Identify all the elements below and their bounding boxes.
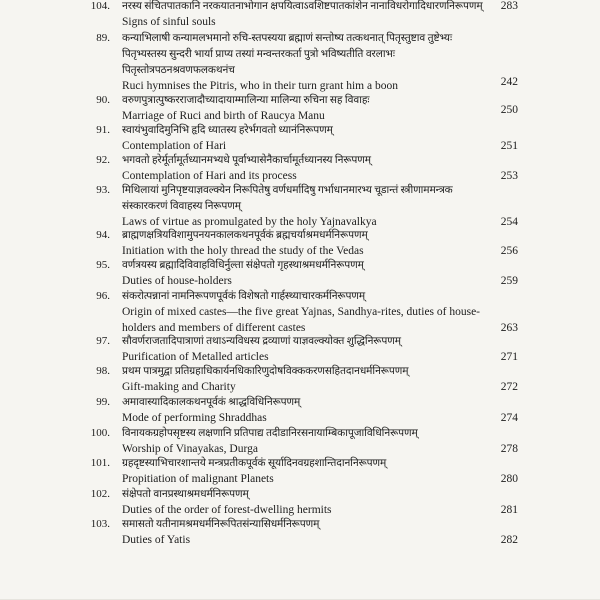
page-number: 283 <box>500 0 518 12</box>
chapter-title-sanskrit: भगवतो हरेर्मूर्तामूर्तध्यानमभ्यधे पूर्वाभ्यासेनैकार्चामूर्तध्यानस्य निरूपणम् <box>122 155 371 166</box>
chapter-title-sanskrit: अमावास्यादिकालकथनपूर्वकं श्राद्धविधिनिरूपणम् <box>122 397 301 408</box>
chapter-title-english: Duties of the order of forest-dwelling hermits <box>122 504 332 516</box>
chapter-title-english: Ruci hymnises the Pitris, who in their turn grant him a boon <box>122 80 398 92</box>
chapter-title-sanskrit: ग्रहदृष्टस्याभिचारशान्तये मन्त्रप्रतीकपूर्वकं सूर्यादिनवग्रहशान्तिदाननिरूपणम् <box>122 458 387 469</box>
page-number: 278 <box>500 443 518 455</box>
chapter-title-sanskrit: विनायकग्रहोपसृष्टस्य लक्षणानि प्रतिपाद्य तदीडानिरसनायाम्बिकापूजाविधिनिरूपणम् <box>122 428 418 439</box>
page-number: 250 <box>500 104 518 116</box>
chapter-number: 103. <box>90 518 110 530</box>
chapter-title-sanskrit: प्रथम पात्रमुद्वा प्रतिग्रहाधिकार्यनधिकारिणुदोषविक्ककरणसहितदानधर्मनिरूपणम् <box>122 366 409 377</box>
chapter-title-english: Duties of house-holders <box>122 275 232 287</box>
chapter-title-english: Duties of Yatis <box>122 534 191 546</box>
chapter-title-sanskrit: पितृभ्यस्तस्य सुन्दरी भार्या प्राप्य तस्यां मन्वन्तरकर्ता पुत्रो भविष्यतीति वरलाभः <box>122 49 395 60</box>
page-number: 271 <box>500 351 518 363</box>
chapter-number: 96. <box>96 290 110 302</box>
page-number: 272 <box>500 381 518 393</box>
chapter-number: 104. <box>90 0 110 12</box>
chapter-title-english: Origin of mixed castes—the five great Yajnas, Sandhya-rites, duties of house- <box>122 306 481 318</box>
chapter-title-sanskrit: संक्षेपतो वानप्रस्थाश्रमधर्मनिरूपणम् <box>122 489 249 500</box>
chapter-title-english: Laws of virtue as promulgated by the holy Yajnavalkya <box>122 216 377 228</box>
page-number: 242 <box>500 76 518 88</box>
chapter-title-english: Contemplation of Hari <box>122 140 227 152</box>
chapter-title-sanskrit: ब्राह्मणक्षत्रियविशामुपनयनकालकथनपूर्वकं ब्रह्मचर्याश्रमधर्मनिरूपणम् <box>122 230 368 241</box>
chapter-title-english: Signs of sinful souls <box>122 16 216 28</box>
chapter-number: 95. <box>96 259 110 271</box>
chapter-title-english: Worship of Vinayakas, Durga <box>122 443 258 455</box>
chapter-title-english: Initiation with the holy thread the study of the Vedas <box>122 245 364 257</box>
chapter-number: 92. <box>96 154 110 166</box>
chapter-number: 101. <box>90 457 110 469</box>
chapter-title-english: Marriage of Ruci and birth of Raucya Manu <box>122 110 325 122</box>
chapter-title-sanskrit: मिथिलायां मुनिपृष्टयाज्ञवल्क्येन निरूपितेषु वर्णधर्मादिषु गर्भाधानमारभ्य चूडान्तं स्त्रीणाममन्त्रक <box>122 185 453 196</box>
chapter-number: 89. <box>96 32 110 44</box>
chapter-title-sanskrit: नरस्य संचितपातकानि नरकयातनाभोगान क्षपयित्वाऽवशिष्टपातकांशेन नानाविधरोगादिधारणनिरूपणम् <box>122 1 483 12</box>
chapter-title-sanskrit: कन्याभिलाषी कन्यामलभमानो रुचि-स्तपस्यया ब्रह्माणं सन्तोष्य तत्कथनात् पितृस्तुष्टाव तुष्टेभ्यः <box>122 33 452 44</box>
chapter-title-sanskrit: स्वायंभुवादिमुनिभि हृदि ध्यातस्य हरेर्भगवतो ध्यानंनिरूपणम् <box>122 125 333 136</box>
chapter-number: 98. <box>96 365 110 377</box>
chapter-title-sanskrit: सौवर्णराजतादिपात्राणां तथाऽन्यविधस्य द्रव्याणां याज्ञवल्क्योक्त शुद्धिनिरूपणम् <box>122 336 401 347</box>
chapter-title-english: Purification of Metalled articles <box>122 351 269 363</box>
page-number: 280 <box>500 473 518 485</box>
chapter-number: 93. <box>96 184 110 196</box>
page-number: 263 <box>500 322 518 334</box>
page-number: 274 <box>500 412 518 424</box>
chapter-number: 91. <box>96 124 110 136</box>
chapter-title-sanskrit: समासतो यतीनामश्रमधर्मनिरूपितसंन्यासिधर्मनिरूपणम् <box>122 519 320 530</box>
chapter-title-sanskrit: वरुणपुत्रात्पुष्करराजादौच्यादायाम्मालिन्या मालिन्या रुचिना सह विवाहः <box>122 95 370 106</box>
chapter-title-sanskrit: संस्कारकरणं विवाहस्य निरूपणम् <box>122 201 241 212</box>
chapter-number: 90. <box>96 94 110 106</box>
chapter-title-english: Mode of performing Shraddhas <box>122 412 267 424</box>
page-number: 259 <box>500 275 518 287</box>
page-number: 254 <box>500 216 518 228</box>
chapter-title-english: holders and members of different castes <box>122 322 306 334</box>
chapter-title-english: Gift-making and Charity <box>122 381 236 393</box>
chapter-number: 94. <box>96 229 110 241</box>
page-number: 251 <box>500 140 518 152</box>
chapter-number: 97. <box>96 335 110 347</box>
page-number: 253 <box>500 170 518 182</box>
chapter-title-sanskrit: पितृस्तोत्रपठनश्रवणफलकथनंच <box>122 65 235 76</box>
chapter-title-english: Contemplation of Hari and its process <box>122 170 297 182</box>
chapter-title-sanskrit: संकरोत्पन्नानां नामनिरूपणपूर्वकं विशेषतो गार्हस्थ्याचारकर्मनिरूपणम् <box>122 291 366 302</box>
page-number: 281 <box>500 504 518 516</box>
page-number: 256 <box>500 245 518 257</box>
chapter-title-sanskrit: वर्णत्रयस्य ब्रह्मादिविवाहविधिर्नुल्ता संक्षेपतो गृहस्थाश्रमधर्मनिरूपणम् <box>122 260 364 271</box>
page-number: 282 <box>500 534 518 546</box>
chapter-number: 99. <box>96 396 110 408</box>
chapter-title-english: Propitiation of malignant Planets <box>122 473 274 485</box>
chapter-number: 102. <box>90 488 110 500</box>
chapter-number: 100. <box>90 427 110 439</box>
